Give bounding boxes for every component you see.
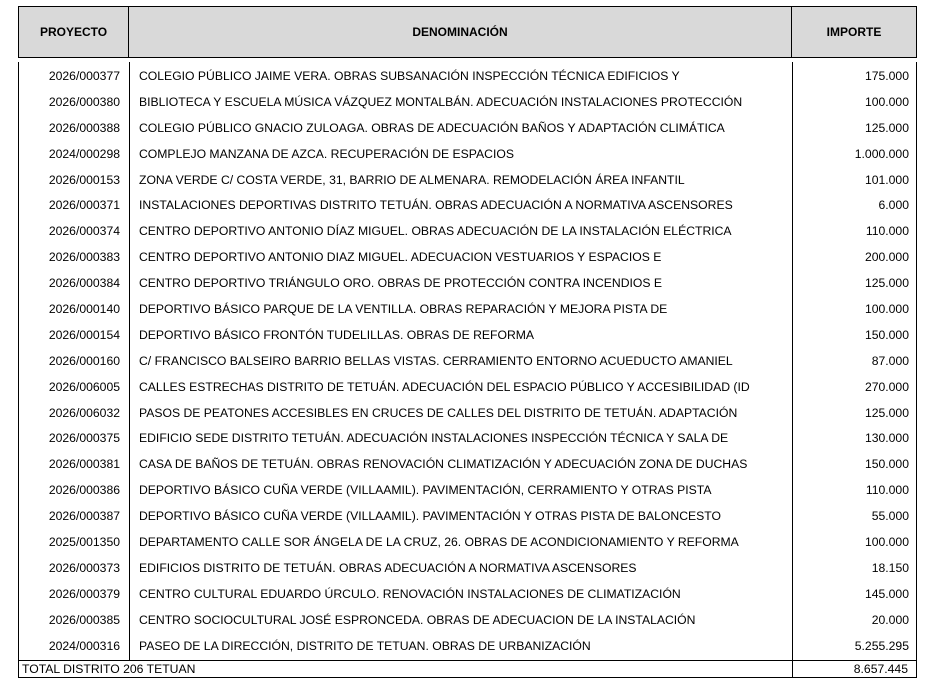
- cell-denominacion: CASA DE BAÑOS DE TETUÁN. OBRAS RENOVACIÓN CLIMATIZACIÓN Y ADECUACIÓN ZONA DE DUCHAS: [139, 457, 748, 472]
- cell-importe: 20.000: [871, 612, 909, 627]
- cell-denominacion: EDIFICIO SEDE DISTRITO TETUÁN. ADECUACIÓN INSTALACIONES INSPECCIÓN TÉCNICA Y SALA DE: [139, 431, 729, 446]
- table-row: [18, 558, 917, 584]
- cell-denominacion: COLEGIO PÚBLICO GNACIO ZULOAGA. OBRAS DE ADECUACIÓN BAÑOS Y ADAPTACIÓN CLIMÁTICA: [139, 120, 725, 135]
- budget-table: [18, 6, 917, 678]
- total-label: TOTAL DISTRITO 206 TETUAN: [22, 662, 196, 676]
- cell-proyecto: 2026/000373: [48, 560, 120, 575]
- cell-proyecto: 2026/000387: [48, 509, 120, 524]
- table-row: [18, 273, 917, 299]
- cell-proyecto: 2026/000375: [48, 431, 120, 446]
- cell-denominacion: DEPORTIVO BÁSICO CUÑA VERDE (VILLAAMIL). PAVIMENTACIÓN Y OTRAS PISTA DE BALONCESTO: [139, 509, 721, 524]
- cell-proyecto: 2026/000379: [48, 586, 120, 601]
- cell-importe: 145.000: [864, 586, 909, 601]
- cell-importe: 5.255.295: [854, 638, 909, 653]
- cell-denominacion: DEPORTIVO BÁSICO PARQUE DE LA VENTILLA. OBRAS REPARACIÓN Y MEJORA PISTA DE: [139, 302, 668, 317]
- cell-importe: 55.000: [871, 509, 909, 524]
- header-importe: IMPORTE: [792, 6, 917, 58]
- cell-denominacion: CALLES ESTRECHAS DISTRITO DE TETUÁN. ADECUACIÓN DEL ESPACIO PÚBLICO Y ACCESIBILIDAD (ID: [139, 379, 750, 394]
- table-row: [18, 325, 917, 351]
- cell-denominacion: ZONA VERDE C/ COSTA VERDE, 31, BARRIO DE ALMENARA. REMODELACIÓN ÁREA INFANTIL: [139, 172, 685, 187]
- cell-proyecto: 2026/000371: [48, 198, 120, 213]
- cell-importe: 175.000: [864, 69, 909, 83]
- table-row: [18, 377, 917, 403]
- cell-denominacion: CENTRO CULTURAL EDUARDO ÚRCULO. RENOVACIÓN INSTALACIONES DE CLIMATIZACIÓN: [139, 586, 681, 601]
- cell-denominacion: PASEO DE LA DIRECCIÓN, DISTRITO DE TETUAN. OBRAS DE URBANIZACIÓN: [139, 638, 591, 653]
- table-row: [18, 92, 917, 118]
- cell-denominacion: PASOS DE PEATONES ACCESIBLES EN CRUCES DE CALLES DEL DISTRITO DE TETUÁN. ADAPTACIÓN: [139, 405, 738, 420]
- table-row: [18, 195, 917, 221]
- cell-importe: 125.000: [864, 405, 909, 420]
- table-rows: [18, 66, 917, 661]
- cell-proyecto: 2024/000316: [48, 638, 120, 653]
- table-row: [18, 144, 917, 170]
- cell-denominacion: EDIFICIOS DISTRITO DE TETUÁN. OBRAS ADECUACIÓN A NORMATIVA ASCENSORES: [139, 560, 637, 575]
- cell-importe: 100.000: [864, 94, 909, 109]
- table-row: [18, 299, 917, 325]
- cell-importe: 150.000: [864, 457, 909, 472]
- cell-importe: 1.000.000: [854, 146, 909, 161]
- total-importe: 8.657.445: [853, 662, 908, 676]
- cell-proyecto: 2026/000153: [48, 172, 120, 187]
- cell-proyecto: 2026/000388: [48, 120, 120, 135]
- table-row: [18, 351, 917, 377]
- table-row: [18, 118, 917, 144]
- table-row: [18, 403, 917, 429]
- cell-proyecto: 2026/000383: [48, 250, 120, 265]
- header-denominacion: DENOMINACIÓN: [129, 6, 792, 58]
- table-row: [18, 428, 917, 454]
- cell-proyecto: 2026/000374: [48, 224, 120, 239]
- cell-denominacion: COLEGIO PÚBLICO JAIME VERA. OBRAS SUBSANACIÓN INSPECCIÓN TÉCNICA EDIFICIOS Y: [139, 69, 680, 83]
- cell-importe: 130.000: [864, 431, 909, 446]
- table-row: [18, 66, 917, 92]
- cell-importe: 18.150: [871, 560, 909, 575]
- cell-denominacion: INSTALACIONES DEPORTIVAS DISTRITO TETUÁN. OBRAS ADECUACIÓN A NORMATIVA ASCENSORES: [139, 198, 733, 213]
- cell-proyecto: 2026/000381: [48, 457, 120, 472]
- cell-proyecto: 2026/006032: [48, 405, 120, 420]
- cell-importe: 100.000: [864, 535, 909, 550]
- cell-proyecto: 2026/000154: [48, 327, 120, 342]
- table-row: [18, 454, 917, 480]
- cell-proyecto: 2026/000385: [48, 612, 120, 627]
- cell-importe: 6.000: [878, 198, 909, 213]
- cell-proyecto: 2026/006005: [48, 379, 120, 394]
- cell-importe: 100.000: [864, 302, 909, 317]
- cell-proyecto: 2026/000380: [48, 94, 120, 109]
- cell-denominacion: CENTRO DEPORTIVO ANTONIO DÍAZ MIGUEL. OBRAS ADECUACIÓN DE LA INSTALACIÓN ELÉCTRICA: [139, 224, 732, 239]
- cell-importe: 125.000: [864, 120, 909, 135]
- cell-importe: 110.000: [865, 224, 909, 239]
- table-row: [18, 610, 917, 636]
- cell-importe: 270.000: [864, 379, 909, 394]
- cell-denominacion: CENTRO DEPORTIVO ANTONIO DIAZ MIGUEL. ADECUACION VESTUARIOS Y ESPACIOS E: [139, 250, 662, 265]
- cell-proyecto: 2024/000298: [48, 146, 120, 161]
- cell-proyecto: 2026/000377: [48, 69, 120, 83]
- cell-proyecto: 2026/000384: [48, 276, 120, 291]
- table-row: [18, 170, 917, 196]
- table-row: [18, 247, 917, 273]
- header-proyecto: PROYECTO: [18, 6, 129, 58]
- cell-denominacion: BIBLIOTECA Y ESCUELA MÚSICA VÁZQUEZ MONTALBÁN. ADECUACIÓN INSTALACIONES PROTECCIÓN: [139, 94, 743, 109]
- table-row: [18, 584, 917, 610]
- cell-importe: 110.000: [865, 483, 909, 498]
- cell-denominacion: COMPLEJO MANZANA DE AZCA. RECUPERACIÓN DE ESPACIOS: [139, 146, 514, 161]
- cell-importe: 87.000: [871, 353, 909, 368]
- cell-proyecto: 2026/000386: [48, 483, 120, 498]
- total-row: [18, 660, 917, 678]
- cell-denominacion: DEPARTAMENTO CALLE SOR ÁNGELA DE LA CRUZ, 26. OBRAS DE ACONDICIONAMIENTO Y REFORMA: [139, 535, 739, 550]
- cell-denominacion: DEPORTIVO BÁSICO CUÑA VERDE (VILLAAMIL). PAVIMENTACIÓN, CERRAMIENTO Y OTRAS PISTA: [139, 483, 712, 498]
- cell-importe: 150.000: [864, 327, 909, 342]
- cell-denominacion: CENTRO SOCIOCULTURAL JOSÉ ESPRONCEDA. OBRAS DE ADECUACION DE LA INSTALACIÓN: [139, 612, 696, 627]
- cell-denominacion: DEPORTIVO BÁSICO FRONTÓN TUDELILLAS. OBRAS DE REFORMA: [139, 327, 535, 342]
- cell-proyecto: 2025/001350: [48, 535, 120, 550]
- cell-importe: 101.000: [864, 172, 909, 187]
- table-row: [18, 506, 917, 532]
- table-row: [18, 221, 917, 247]
- cell-proyecto: 2026/000140: [48, 302, 120, 317]
- table-row: [18, 636, 917, 662]
- cell-denominacion: CENTRO DEPORTIVO TRIÁNGULO ORO. OBRAS DE PROTECCIÓN CONTRA INCENDIOS E: [139, 276, 663, 291]
- cell-importe: 200.000: [864, 250, 909, 265]
- cell-denominacion: C/ FRANCISCO BALSEIRO BARRIO BELLAS VISTAS. CERRAMIENTO ENTORNO ACUEDUCTO AMANIEL: [139, 353, 733, 368]
- cell-importe: 125.000: [864, 276, 909, 291]
- table-row: [18, 532, 917, 558]
- cell-proyecto: 2026/000160: [48, 353, 120, 368]
- table-row: [18, 480, 917, 506]
